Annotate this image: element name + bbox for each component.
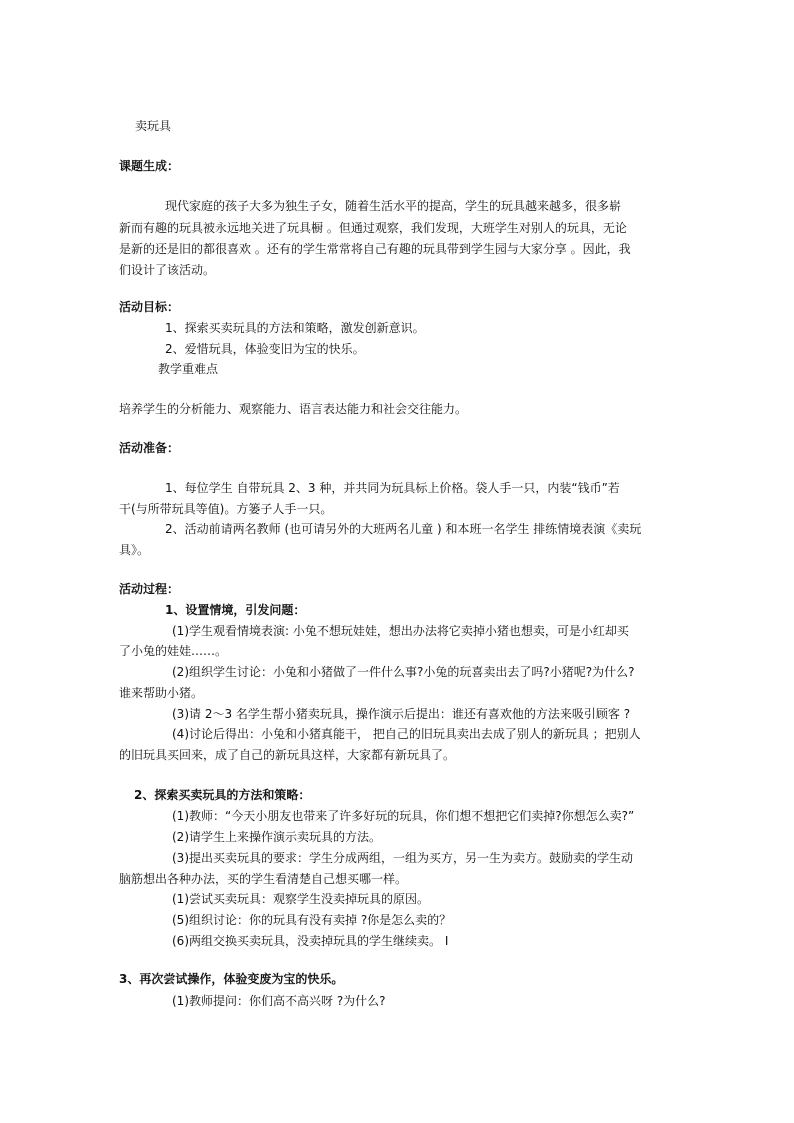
step-line: 脑筋想出各种办法，买的学生看清楚自己想买哪一样。 — [119, 872, 408, 886]
step-line: (4)讨论后得出：小兔和小猪真能干， 把自己的旧玩具卖出去成了别人的新玩具 ；把别人 — [172, 727, 641, 741]
section-heading-goals: 活动目标： — [119, 300, 180, 314]
step-line: (2)组织学生讨论：小兔和小猪做了一件什么事?小兔的玩喜卖出去了吗?小猪呢?为什么? — [172, 665, 635, 679]
paragraph-line: 是新的还是旧的都很喜欢 。还有的学生常常将自己有趣的玩具带到学生园与大家分享 。因此，我 — [119, 242, 631, 256]
step-line: 谁来帮助小猪。 — [119, 686, 204, 700]
step-title-1: 1、设置情境，引发问题： — [165, 603, 306, 617]
step-line: 了小兔的娃娃……。 — [119, 644, 228, 658]
goal-item: 1、探索买卖玩具的方法和策略，激发创新意识。 — [165, 321, 425, 335]
section-heading-origin: 课题生成： — [119, 159, 180, 173]
paragraph-line: 1、每位学生 自带玩具 2、3 种，并共同为玩具标上价格。袋人手一只，内装“钱币”若 — [165, 481, 620, 495]
step-line: (3)请 2～3 名学生帮小猪卖玩具，操作演示后提出：谁还有喜欢他的方法来吸引顾客 ? — [172, 707, 631, 721]
goal-item: 2、爱惜玩具，体验变旧为宝的快乐。 — [165, 342, 365, 356]
step-line: (1)尝试买卖玩具：观察学生没卖掉玩具的原因。 — [172, 892, 429, 906]
paragraph-line: 现代家庭的孩子大多为独生子女，随着生活水平的提高，学生的玩具越来越多，很多崭 — [165, 199, 622, 213]
step-line: (1)教师提问：你们高不高兴呀 ?为什么? — [172, 994, 386, 1008]
subheading-focus: 教学重难点 — [158, 362, 219, 376]
paragraph-line: 2、活动前请两名教师 (也可请另外的大班两名儿童 ) 和本班一名学生 排练情境表演《卖玩 — [165, 522, 642, 536]
paragraph-line: 新而有趣的玩具被永远地关进了玩具橱 。但通过观察，我们发现，大班学生对别人的玩具，无论 — [119, 221, 627, 235]
document-title: 卖玩具 — [135, 119, 172, 133]
focus-text: 培养学生的分析能力、观察能力、语言表达能力和社会交往能力。 — [119, 402, 468, 416]
step-line: (6)两组交换买卖玩具，没卖掉玩具的学生继续卖。 I — [172, 934, 449, 948]
step-line: 的旧玩具买回来，成了自己的新玩具这样，大家都有新玩具了。 — [119, 748, 456, 762]
step-title-2: 2、探索买卖玩具的方法和策略： — [134, 788, 311, 802]
step-line: (1)教师：“今天小朋友也带来了许多好玩的玩具，你们想不想把它们卖掉?你想怎么卖?” — [172, 809, 635, 823]
step-line: (1)学生观看情境表演: 小兔不想玩娃娃，想出办法将它卖掉小猪也想卖，可是小红却买 — [172, 624, 629, 638]
section-heading-prep: 活动准备： — [119, 441, 180, 455]
step-title-3: 3、再次尝试操作，体验变废为宝的快乐。 — [119, 972, 344, 986]
step-line: (2)请学生上来操作演示卖玩具的方法。 — [172, 830, 381, 844]
step-line: (5)组织讨论：你的玩具有没有卖掉 ?你是怎么卖的？ — [172, 913, 452, 927]
paragraph-line: 干(与所带玩具等值)。方篓子人手一只。 — [119, 502, 333, 516]
paragraph-line: 具》。 — [119, 543, 150, 557]
paragraph-line: 们设计了该活动。 — [119, 263, 216, 277]
step-line: (3)提出买卖玩具的要求：学生分成两组，一组为买方，另一生为卖方。鼓励卖的学生动 — [172, 851, 634, 865]
section-heading-process: 活动过程： — [119, 582, 180, 596]
